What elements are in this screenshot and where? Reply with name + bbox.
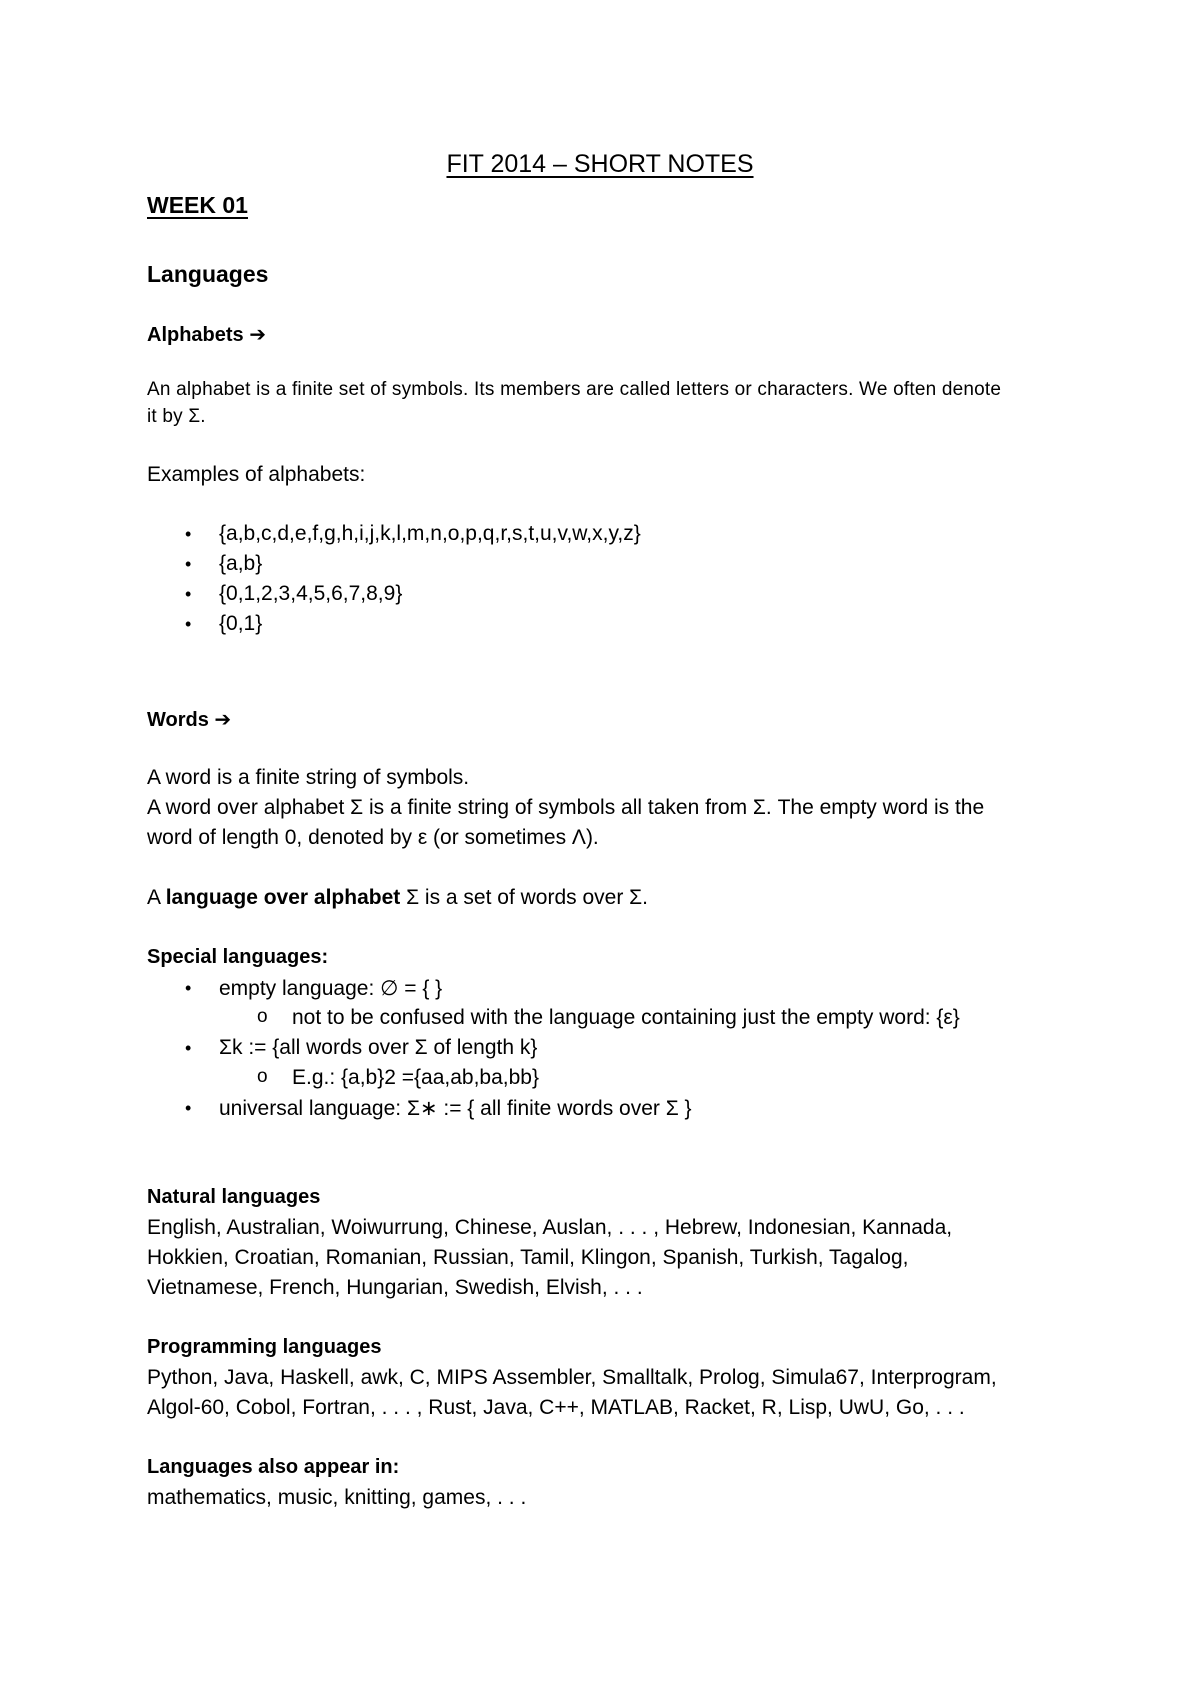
language-definition-pre: A [147,886,166,909]
bullet-icon: • [185,524,192,544]
week-heading: WEEK 01 [147,192,248,218]
list-item: {a,b} [219,552,263,575]
alphabet-definition-line1: An alphabet is a finite set of symbols. Its members are called letters or characters. We often denote [147,379,1002,400]
alphabets-heading-text: Alphabets [147,324,244,346]
sub-bullet-icon: o [257,1066,268,1087]
natural-languages-heading: Natural languages [147,1186,321,1208]
list-item: universal language: Σ∗ := { all finite words over Σ } [219,1097,692,1120]
programming-languages-line2: Algol-60, Cobol, Fortran, . . . , Rust, Java, C++, MATLAB, Racket, R, Lisp, UwU, Go, . . . [147,1396,965,1419]
special-languages-heading: Special languages: [147,946,329,968]
word-definition-line2: A word over alphabet Σ is a finite string of symbols all taken from Σ. The empty word is the [147,796,985,819]
examples-label: Examples of alphabets: [147,463,366,486]
language-definition-bold: language over alphabet [165,886,401,909]
bullet-icon: • [185,584,192,604]
programming-languages-line1: Python, Java, Haskell, awk, C, MIPS Assembler, Smalltalk, Prolog, Simula67, Interprogram, [147,1366,997,1389]
bullet-icon: • [185,1038,192,1058]
word-definition-line1: A word is a finite string of symbols. [147,766,470,789]
words-heading [147,707,231,732]
natural-languages-line1: English, Australian, Woiwurrung, Chinese, Auslan, . . . , Hebrew, Indonesian, Kannada, [147,1216,953,1239]
list-item: {a,b,c,d,e,f,g,h,i,j,k,l,m,n,o,p,q,r,s,t,u,v,w,x,y,z} [219,522,641,545]
languages-heading: Languages [147,261,269,287]
page-title: FIT 2014 – SHORT NOTES [446,150,754,178]
list-item: {0,1} [219,612,263,635]
languages-also-line1: mathematics, music, knitting, games, . . . [147,1486,527,1509]
word-definition-line3: word of length 0, denoted by ε (or sometimes Λ). [147,826,599,849]
programming-languages-heading: Programming languages [147,1336,382,1358]
language-definition [147,886,648,910]
list-item: E.g.: {a,b}2 ={aa,ab,ba,bb} [292,1066,539,1089]
alphabet-definition-line2: it by Σ. [147,406,206,427]
bullet-icon: • [185,554,192,574]
list-item: not to be confused with the language containing just the empty word: {ε} [292,1006,960,1029]
bullet-icon: • [185,614,192,634]
list-item: {0,1,2,3,4,5,6,7,8,9} [219,582,403,605]
sub-bullet-icon: o [257,1006,268,1027]
right-arrow-icon: ➔ [249,324,267,346]
list-item: Σk := {all words over Σ of length k} [219,1036,538,1059]
list-item: empty language: ∅ = { } [219,977,443,1000]
natural-languages-line3: Vietnamese, French, Hungarian, Swedish, Elvish, . . . [147,1276,643,1299]
languages-also-heading: Languages also appear in: [147,1456,400,1478]
bullet-icon: • [185,1098,192,1118]
right-arrow-icon: ➔ [214,709,232,731]
alphabets-heading [147,322,266,347]
language-definition-post: Σ is a set of words over Σ. [400,886,648,909]
words-heading-text: Words [147,709,209,731]
natural-languages-line2: Hokkien, Croatian, Romanian, Russian, Tamil, Klingon, Spanish, Turkish, Tagalog, [147,1246,909,1269]
bullet-icon: • [185,978,192,998]
